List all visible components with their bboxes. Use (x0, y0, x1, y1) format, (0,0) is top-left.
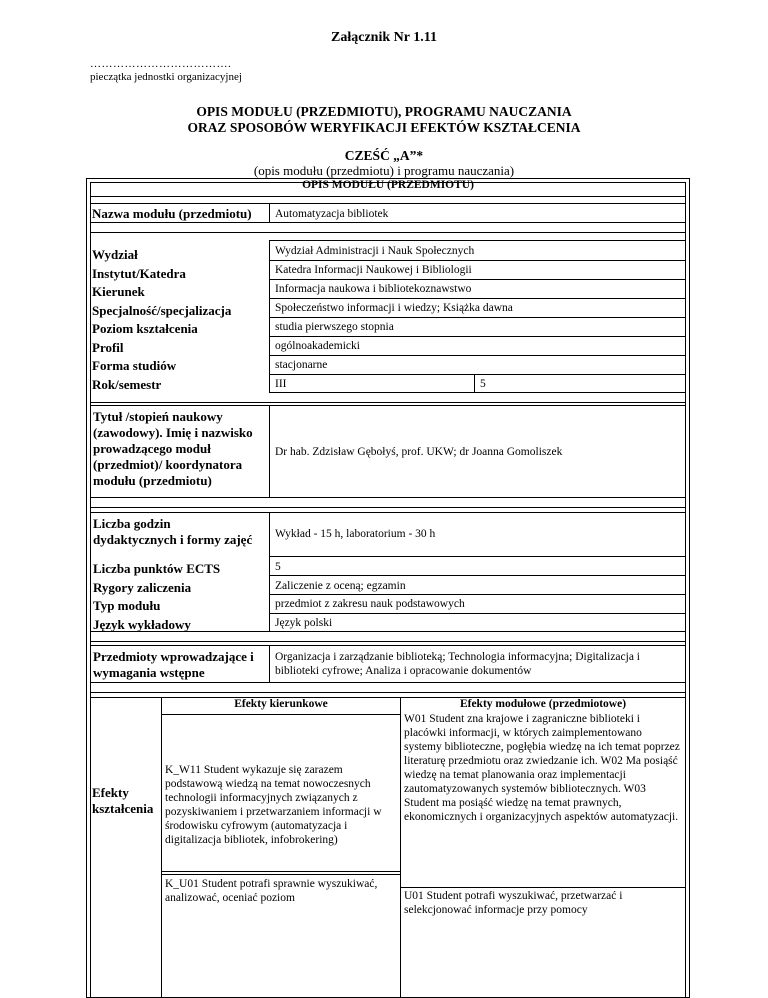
divider (269, 613, 686, 614)
module-name-label: Nazwa modułu (przedmiotu) (92, 206, 252, 221)
divider (90, 232, 686, 233)
divider (269, 279, 686, 280)
row-label-level: Poziom kształcenia (92, 321, 198, 336)
language-value: Język polski (275, 617, 333, 629)
divider (400, 697, 401, 997)
effects-module-header: Efekty modułowe (przedmiotowe) (459, 698, 627, 710)
doc-title-line1: OPIS MODUŁU (PRZEDMIOTU), PROGRAMU NAUCZANIA (196, 104, 572, 119)
divider (269, 556, 686, 557)
divider (269, 298, 686, 299)
effects-field-header: Efekty kierunkowe (234, 698, 328, 710)
effect-k-u01: K_U01 Student potrafi sprawnie wyszukiwać, analizować, oceniać poziom (165, 878, 378, 904)
row-value-study-form: stacjonarne (275, 359, 328, 371)
divider (269, 317, 686, 318)
effects-label: Efekty kształcenia (92, 785, 154, 816)
divider (90, 692, 686, 693)
row-label-year-semester: Rok/semestr (92, 377, 162, 392)
row-value-institute: Katedra Informacji Naukowej i Bibliologii (275, 264, 472, 276)
ects-label: Liczba punktów ECTS (93, 561, 221, 576)
module-name-value: Automatyzacja bibliotek (275, 208, 389, 220)
row-value-faculty: Wydział Administracji i Nauk Społecznych (275, 245, 475, 257)
divider (90, 641, 686, 642)
hours-value: Wykład - 15 h, laboratorium - 30 h (275, 528, 436, 540)
row-value-semester: 5 (480, 378, 486, 390)
section-header: OPIS MODUŁU (PRZEDMIOTU) (302, 179, 474, 191)
divider (90, 507, 686, 508)
row-value-year: III (275, 378, 287, 390)
credit-rules-label: Rygory zaliczenia (93, 580, 192, 595)
effect-k-w11: K_W11 Student wykazuje się zarazem podstawową wiedzą na temat nowoczesnych technologii informacyjnych związanych z pozyskiwaniem i przetwarzaniem informacji w środowisku cyfrowym (automatyzacja i digitalizacja bibliotek, infobrokering) (165, 764, 382, 846)
divider (269, 594, 686, 595)
coordinator-label: Tytuł /stopień naukowy (zawodowy). Imię i nazwisko prowadzącego moduł (przedmiot)/ koordynatora modułu (przedmiotu) (93, 409, 253, 488)
divider (400, 887, 686, 888)
language-label: Język wykładowy (93, 617, 191, 632)
credit-rules-value: Zaliczenie z oceną; egzamin (275, 580, 406, 592)
row-value-profile: ogólnoakademicki (275, 340, 360, 352)
part-title: CZEŚĆ „A”* (344, 148, 424, 163)
part-subtitle: (opis modułu (przedmiotu) i programu nauczania) (253, 163, 515, 178)
hours-label: Liczba godzin dydaktycznych i formy zajęć (93, 516, 253, 547)
row-label-field: Kierunek (92, 284, 145, 299)
divider (474, 374, 475, 393)
row-label-institute: Instytut/Katedra (92, 266, 186, 281)
row-value-specialty: Społeczeństwo informacji i wiedzy; Książka dawna (275, 302, 513, 314)
coordinator-value: Dr hab. Zdzisław Gębołyś, prof. UKW; dr Joanna Gomoliszek (275, 446, 563, 458)
divider (269, 260, 686, 261)
divider (269, 575, 686, 576)
row-label-faculty: Wydział (92, 247, 138, 262)
module-effects-w: W01 Student zna krajowe i zagraniczne biblioteki i placówki informacji, w których zaimplementowano systemy biblioteczne, pogłębia wiedzę na ich temat poprzez literaturę przedmiotu oraz zwiedzanie ich. W02 Ma posiąść wiedzę na temat planowania oraz implementacji zautomatyzowanych systemów bibliotecznych. W03 Student ma posiąść wiedzę na temat prawnych, ekonomicznych i organizacyjnych aspektów automatyzacji. (404, 713, 680, 823)
divider (90, 402, 686, 403)
divider (161, 871, 401, 872)
row-label-study-form: Forma studiów (92, 358, 177, 373)
ects-value: 5 (275, 561, 281, 573)
divider (161, 697, 162, 997)
divider (161, 714, 401, 715)
module-type-value: przedmiot z zakresu nauk podstawowych (275, 598, 465, 610)
doc-title-line2: ORAZ SPOSOBÓW WERYFIKACJI EFEKTÓW KSZTAŁCENIA (187, 120, 581, 135)
row-label-profile: Profil (92, 340, 124, 355)
row-value-level: studia pierwszego stopnia (275, 321, 394, 333)
divider (269, 336, 686, 337)
divider (269, 355, 686, 356)
stamp-dots: ………………………………. (90, 58, 232, 70)
divider (90, 196, 686, 197)
row-label-specialty: Specjalność/specjalizacja (92, 303, 232, 318)
prereq-label: Przedmioty wprowadzające i wymagania wstępne (93, 649, 254, 680)
divider (269, 374, 686, 375)
row-value-field: Informacja naukowa i bibliotekoznawstwo (275, 283, 472, 295)
module-effects-u: U01 Student potrafi wyszukiwać, przetwarzać i selekcjonować informacje przy pomocy (404, 890, 623, 916)
attachment-number: Załącznik Nr 1.11 (331, 30, 437, 45)
prereq-value: Organizacja i zarządzanie biblioteką; Technologia informacyjna; Digitalizacja i biblioteki cyfrowe; Analiza i opracowanie dokumentów (275, 651, 641, 677)
stamp-caption: pieczątka jednostki organizacyjnej (90, 71, 242, 83)
module-type-label: Typ modułu (93, 598, 161, 613)
divider (161, 874, 401, 875)
